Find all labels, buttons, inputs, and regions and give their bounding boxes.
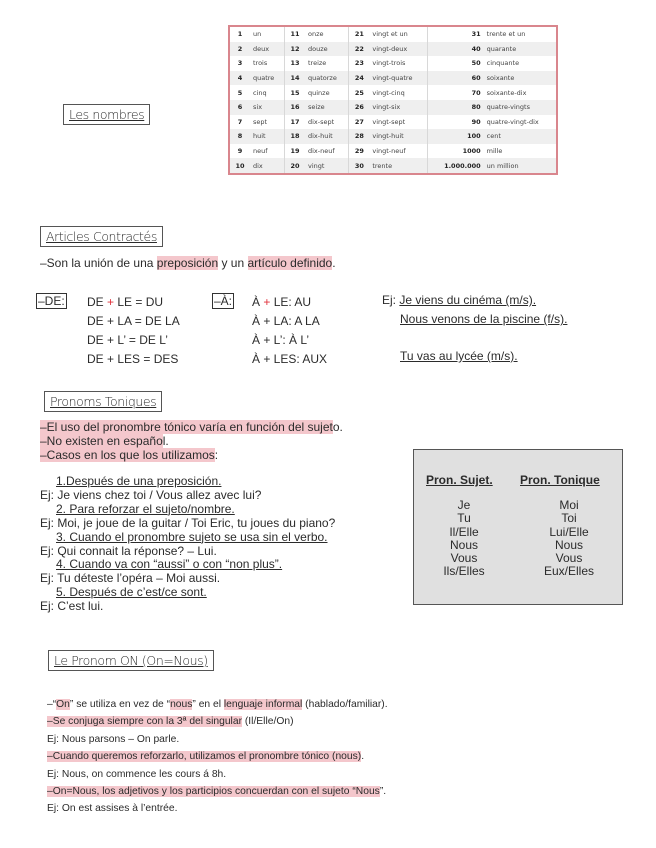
numbers-row	[229, 71, 557, 86]
on-example-2: Ej: Nous, on commence les cours á 8h.	[47, 768, 227, 780]
number-digit: 16	[285, 100, 306, 115]
number-word: seize	[305, 100, 349, 115]
de-rule-1: DE + LE = DU	[87, 295, 164, 309]
toniques-cases	[40, 475, 335, 614]
case-4-example: Ej: Tu déteste l’opéra – Moi aussi.	[40, 571, 221, 586]
number-digit: 14	[285, 71, 306, 86]
number-digit: 1	[237, 30, 243, 39]
case-1-example: Ej: Je viens chez toi / Vous allez avec lui?	[40, 487, 262, 502]
number-word: un	[250, 26, 285, 42]
numbers-row	[229, 158, 557, 174]
number-digit: 80	[427, 100, 484, 115]
number-digit: 18	[285, 129, 306, 144]
sujet-item: Vous	[450, 551, 478, 566]
on-rule-2: –Se conjuga siempre con la 3ª del singular (Il/Elle/On)	[47, 716, 294, 728]
number-digit: 17	[290, 117, 300, 126]
number-digit: 6	[229, 100, 250, 115]
tonique-header: Pron. Tonique	[520, 473, 600, 487]
a-rule-1: À + LE: AU	[252, 295, 312, 309]
number-digit: 4	[229, 71, 250, 86]
number-digit: 100	[427, 129, 484, 144]
number-digit: 28	[349, 129, 370, 144]
numbers-row	[229, 144, 557, 159]
number-word: neuf	[250, 144, 285, 159]
tonique-item: Toi	[561, 511, 577, 526]
tonique-item: Eux/Elles	[543, 564, 595, 579]
article-example-2: Nous venons de la piscine (f/s).	[400, 312, 568, 326]
de-rule-2: DE + LA = DE LA	[87, 314, 180, 328]
number-digit: 1.000.000	[427, 158, 484, 174]
article-example-3: Tu vas au lycée (m/s).	[400, 349, 518, 363]
numbers-row	[229, 100, 557, 115]
number-digit: 1000	[462, 147, 481, 156]
number-digit: 31	[471, 30, 481, 39]
number-digit: 21	[354, 30, 364, 39]
number-digit: 70	[471, 88, 481, 97]
a-rule-2: À + LA: A LA	[252, 314, 320, 328]
number-word: sept	[250, 115, 285, 130]
number-word: dix-sept	[305, 115, 349, 130]
case-2-example: Ej: Moi, je joue de la guitar / Toi Eric, tu joues du piano?	[40, 515, 336, 530]
number-word: quatorze	[305, 71, 349, 86]
on-rule-1: –“On” se utiliza en vez de “nous” en el lenguaje informal (hablado/familiar).	[47, 699, 388, 710]
de-rule-4: DE + LES = DES	[87, 352, 179, 366]
number-word: dix	[250, 158, 285, 174]
number-word: trente	[369, 158, 427, 174]
number-digit: 27	[354, 117, 364, 126]
a-label: –À:	[214, 294, 233, 308]
number-word: soixante	[484, 71, 557, 86]
toniques-title: Pronoms Toniques	[44, 391, 162, 412]
numbers-table	[228, 25, 558, 175]
case-4: 4. Cuando va con “aussi” o con “non plus”.	[56, 557, 283, 572]
number-digit: 15	[290, 88, 300, 97]
number-word: dix-huit	[305, 129, 349, 144]
tonique-item: Moi	[559, 498, 579, 512]
number-word: mille	[484, 144, 557, 159]
number-digit: 23	[354, 59, 364, 68]
case-3-example: Ej: Qui connait la réponse? – Lui.	[40, 543, 217, 558]
number-digit: 19	[290, 147, 300, 156]
number-word: vingt-cinq	[369, 85, 427, 100]
number-digit: 29	[354, 147, 364, 156]
tonique-item: Nous	[554, 537, 583, 552]
numbers-row	[229, 26, 557, 42]
articles-title: Articles Contractés	[40, 226, 163, 247]
number-word: six	[250, 100, 285, 115]
toniques-rules	[40, 421, 343, 462]
case-3: 3. Cuando el pronombre sujeto se usa sin el verbo.	[56, 529, 328, 544]
number-word: vingt-sept	[369, 115, 427, 130]
numbers-row	[229, 129, 557, 144]
article-example-1: Ej: Je viens du cinéma (m/s).	[382, 293, 537, 307]
number-digit: 13	[290, 59, 300, 68]
number-word: vingt et un	[369, 26, 427, 42]
pronoun-comparison-box	[413, 449, 623, 605]
number-word: vingt-six	[369, 100, 427, 115]
number-word: deux	[250, 42, 285, 57]
sujet-item: Nous	[449, 537, 478, 552]
number-word: cinq	[250, 85, 285, 100]
on-title: Le Pronom ON (On=Nous)	[48, 650, 214, 671]
number-digit: 12	[285, 42, 306, 57]
number-word: trois	[250, 56, 285, 71]
number-digit: 25	[354, 88, 364, 97]
number-digit: 20	[285, 158, 306, 174]
number-digit: 26	[349, 100, 370, 115]
articles-intro: –Son la unión de una preposición y un artículo definido.	[40, 256, 336, 270]
numbers-row	[229, 42, 557, 57]
a-rule-4: À + LES: AUX	[252, 352, 328, 366]
number-word: un million	[484, 158, 557, 174]
number-digit: 11	[290, 30, 300, 39]
number-word: quarante	[484, 42, 557, 57]
toniques-rule-3: –Casos en los que los utilizamos:	[40, 447, 219, 462]
number-word: vingt-neuf	[369, 144, 427, 159]
sujet-header: Pron. Sujet.	[426, 473, 493, 487]
case-5-example: Ej: C’est lui.	[40, 599, 104, 614]
sujet-item: Il/Elle	[449, 524, 479, 539]
number-word: cent	[484, 129, 557, 144]
sujet-item: Tu	[457, 511, 471, 526]
number-word: quatre-vingt-dix	[484, 115, 557, 130]
de-rule-3: DE + L’ = DE L’	[87, 333, 168, 347]
numbers-row	[229, 56, 557, 71]
number-word: douze	[305, 42, 349, 57]
on-example-3: Ej: On est assises à l’entrée.	[47, 803, 178, 815]
sujet-item: Je	[457, 498, 471, 512]
tonique-item: Vous	[555, 551, 583, 566]
number-digit: 22	[349, 42, 370, 57]
number-digit: 7	[237, 117, 243, 126]
a-rule-3: À + L’: À L’	[252, 333, 310, 347]
number-word: vingt-huit	[369, 129, 427, 144]
case-5: 5. Después de c’est/ce sont.	[56, 585, 207, 600]
number-digit: 60	[427, 71, 484, 86]
number-word: trente et un	[484, 26, 557, 42]
de-rules	[87, 293, 180, 369]
sujet-column	[414, 499, 514, 579]
number-word: quatre-vingts	[484, 100, 557, 115]
case-1: 1.Después de una preposición.	[56, 474, 222, 488]
number-word: quatre	[250, 71, 285, 86]
a-rules	[252, 293, 327, 369]
number-digit: 5	[237, 88, 243, 97]
case-2: 2. Para reforzar el sujeto/nombre.	[56, 501, 235, 516]
numbers-row	[229, 115, 557, 130]
numbers-title: Les nombres	[63, 104, 150, 125]
number-word: vingt-quatre	[369, 71, 427, 86]
number-word: treize	[305, 56, 349, 71]
number-digit: 50	[471, 59, 481, 68]
number-word: soixante-dix	[484, 85, 557, 100]
tonique-column	[519, 499, 619, 579]
number-word: dix-neuf	[305, 144, 349, 159]
number-digit: 3	[237, 59, 243, 68]
number-digit: 24	[349, 71, 370, 86]
number-word: vingt-deux	[369, 42, 427, 57]
on-rule-4: –On=Nous, los adjetivos y los participios concuerdan con el sujeto “Nous”.	[47, 786, 387, 798]
sujet-item: Ils/Elles	[443, 564, 485, 579]
number-digit: 30	[349, 158, 370, 174]
number-digit: 40	[427, 42, 484, 57]
number-word: cinquante	[484, 56, 557, 71]
number-word: quinze	[305, 85, 349, 100]
on-rules	[47, 696, 388, 818]
number-word: huit	[250, 129, 285, 144]
number-digit: 10	[229, 158, 250, 174]
number-digit: 2	[229, 42, 250, 57]
on-example-1: Ej: Nous parsons – On parle.	[47, 733, 180, 745]
number-word: vingt	[305, 158, 349, 174]
numbers-row	[229, 85, 557, 100]
number-digit: 8	[229, 129, 250, 144]
toniques-rule-2: –No existen en español.	[40, 433, 169, 448]
tonique-item: Lui/Elle	[549, 524, 589, 539]
number-digit: 90	[471, 117, 481, 126]
number-word: vingt-trois	[369, 56, 427, 71]
number-digit: 9	[237, 147, 243, 156]
de-label: –DE:	[38, 294, 65, 308]
number-word: onze	[305, 26, 349, 42]
toniques-rule-1: –El uso del pronombre tónico varía en función del sujeto.	[40, 420, 343, 434]
on-rule-3: –Cuando queremos reforzarlo, utilizamos el pronombre tónico (nous).	[47, 751, 365, 763]
